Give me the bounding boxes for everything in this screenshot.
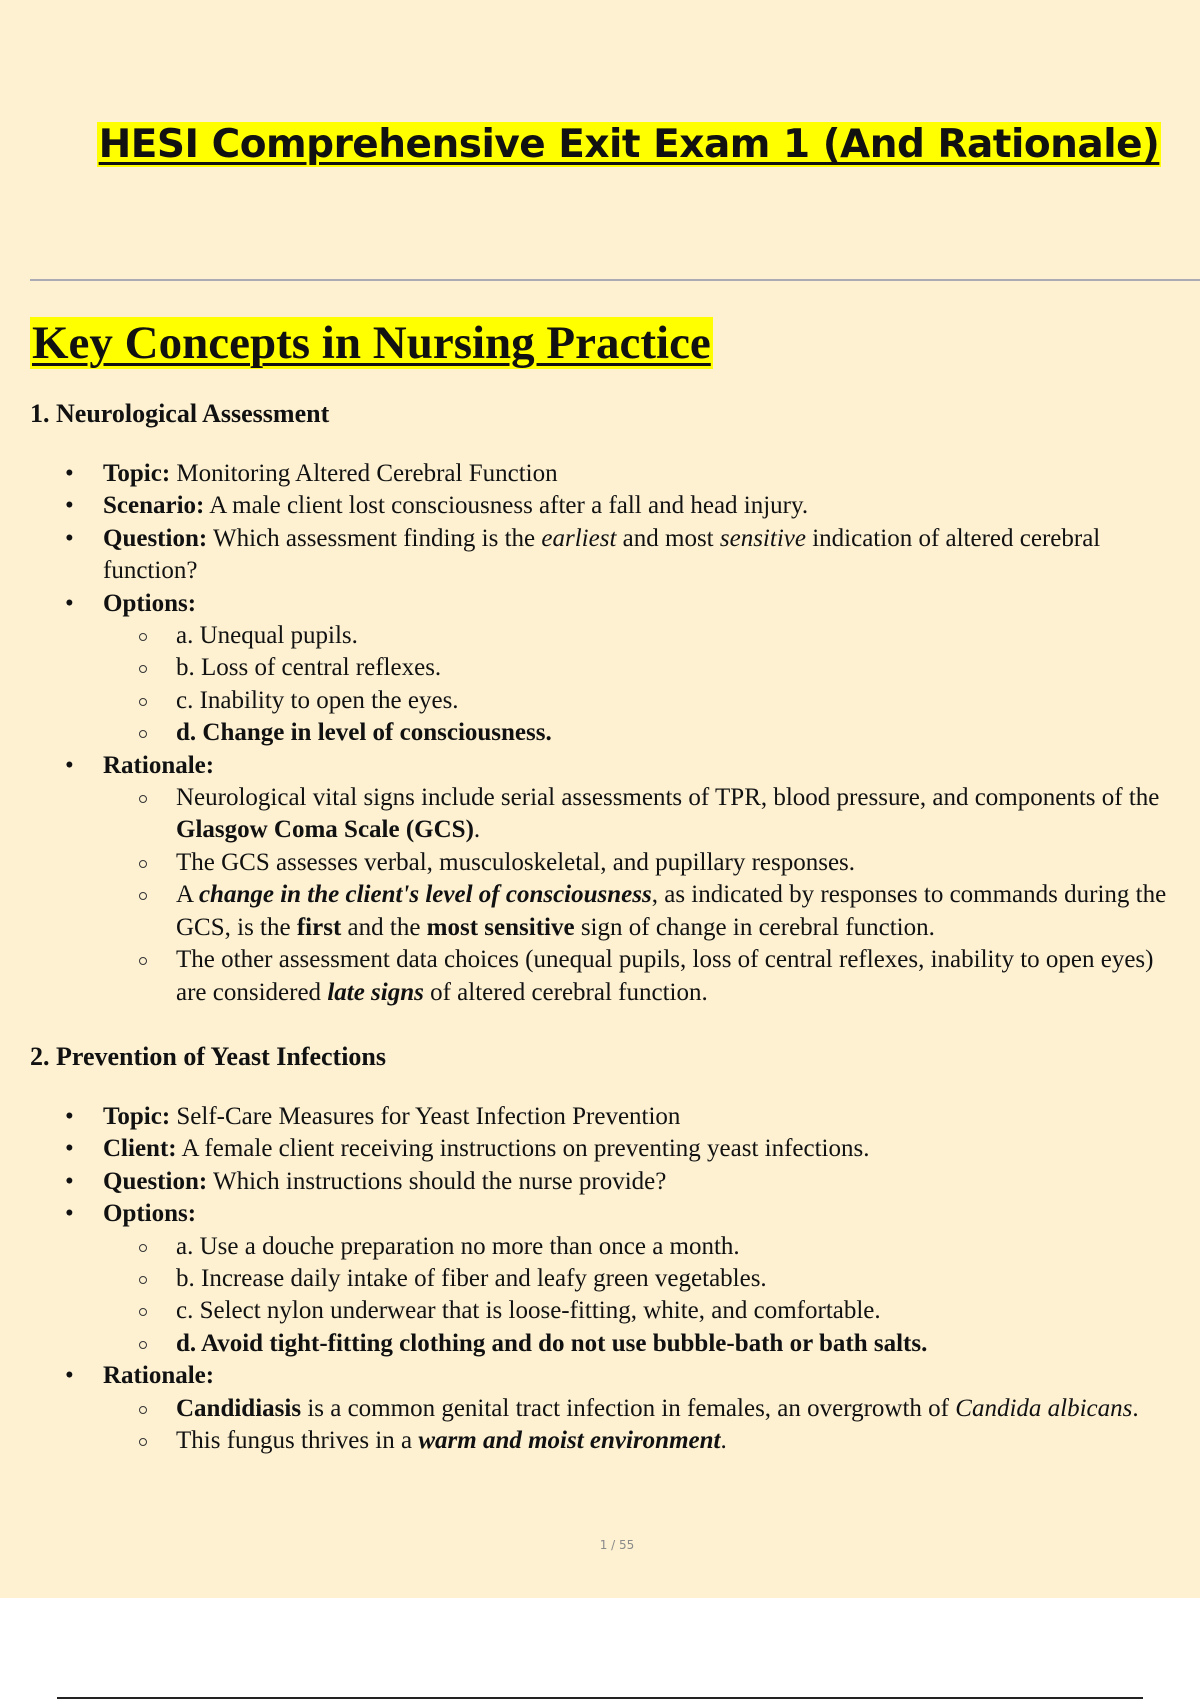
page-indicator: 1 / 55 xyxy=(599,1538,635,1552)
rationale-list xyxy=(103,782,1180,1009)
rationale-point: A change in the client's level of consciousness, as indicated by responses to commands during the GCS, is the first and the most sensitive sign of change in cerebral function. xyxy=(30,879,1180,944)
options-item: • Options: a. Unequal pupils. b. Loss of central reflexes. c. Inability to open the eyes. d. Change in level of consciousness. xyxy=(30,588,1180,750)
rationale-point: Candidiasis is a common genital tract infection in females, an overgrowth of Candida albicans. xyxy=(30,1393,1180,1425)
document-title: HESI Comprehensive Exit Exam 1 (And Rationale) xyxy=(98,122,1160,167)
options-list xyxy=(103,1231,1180,1361)
options-list xyxy=(103,620,1180,750)
circle-bullet-icon xyxy=(139,892,147,900)
bullet-icon: • xyxy=(65,524,74,552)
bullet-icon: • xyxy=(65,492,74,520)
list-item: • Question: Which instructions should the nurse provide? xyxy=(30,1166,1180,1198)
section-heading: Key Concepts in Nursing Practice xyxy=(32,317,711,369)
circle-bullet-icon xyxy=(139,698,147,706)
circle-bullet-icon xyxy=(139,957,147,965)
option-item: c. Inability to open the eyes. xyxy=(30,685,1180,717)
circle-bullet-icon xyxy=(139,795,147,803)
options-item: • Options: a. Use a douche preparation no more than once a month. b. Increase daily intake of fiber and leafy green vegetables. c. Select nylon underwear that is loose-fitting, white, and comfortable. d. Avoid tight-fitting clothing and do not use bubble-bath or bath salts. xyxy=(30,1198,1180,1360)
option-item: a. Unequal pupils. xyxy=(30,620,1180,652)
circle-bullet-icon xyxy=(139,1341,147,1349)
option-item: b. Loss of central reflexes. xyxy=(30,652,1180,684)
bullet-icon: • xyxy=(65,1362,74,1390)
list-item: • Question: Which assessment finding is the earliest and most sensitive indication of altered cerebral function? xyxy=(65,524,1101,585)
circle-bullet-icon xyxy=(139,1244,147,1252)
footer-rule xyxy=(57,1697,1143,1699)
circle-bullet-icon xyxy=(139,1438,147,1446)
rationale-point: This fungus thrives in a warm and moist environment. xyxy=(30,1425,1180,1457)
rationale-list xyxy=(103,1393,1180,1458)
circle-bullet-icon xyxy=(139,860,147,868)
bullet-icon: • xyxy=(65,1200,74,1228)
question-1-heading: 1. Neurological Assessment xyxy=(30,399,330,428)
option-item: b. Increase daily intake of fiber and leafy green vegetables. xyxy=(30,1263,1180,1295)
list-item: • Topic: Monitoring Altered Cerebral Function xyxy=(30,458,1180,490)
bullet-icon: • xyxy=(65,1167,74,1195)
rationale-point: The GCS assesses verbal, musculoskeletal, and pupillary responses. xyxy=(30,847,1180,879)
circle-bullet-icon xyxy=(139,730,147,738)
bullet-icon: • xyxy=(65,460,74,487)
option-item: a. Use a douche preparation no more than once a month. xyxy=(30,1231,1180,1263)
question-1-list xyxy=(30,458,1180,1009)
rationale-point: Neurological vital signs include serial assessments of TPR, blood pressure, and components of the Glasgow Coma Scale (GCS). xyxy=(30,782,1180,847)
circle-bullet-icon xyxy=(139,1406,147,1414)
list-item: • Topic: Self-Care Measures for Yeast Infection Prevention xyxy=(30,1101,1180,1133)
circle-bullet-icon xyxy=(139,633,147,641)
rationale-item: • Rationale: Candidiasis is a common genital tract infection in females, an overgrowth of Candida albicans. This fungus thrives in a warm and moist environment. xyxy=(30,1360,1180,1457)
list-item: • Scenario: A male client lost consciousness after a fall and head injury. xyxy=(30,490,1180,522)
bullet-icon: • xyxy=(65,1135,74,1163)
question-2-list xyxy=(30,1101,1180,1457)
circle-bullet-icon xyxy=(139,1308,147,1316)
circle-bullet-icon xyxy=(139,665,147,673)
option-item: c. Select nylon underwear that is loose-fitting, white, and comfortable. xyxy=(30,1295,1180,1327)
list-item: • Client: A female client receiving instructions on preventing yeast infections. xyxy=(30,1133,1180,1165)
horizontal-rule xyxy=(30,279,1200,281)
rationale-point: The other assessment data choices (unequal pupils, loss of central reflexes, inability to open eyes) are considered late signs of altered cerebral function. xyxy=(30,944,1180,1009)
bullet-icon: • xyxy=(65,751,74,779)
bullet-icon: • xyxy=(65,589,74,617)
rationale-item: • Rationale: Neurological vital signs include serial assessments of TPR, blood pressure, and components of the Glasgow Coma Scale (GCS). The GCS assesses verbal, musculoskeletal, and pupillary responses. A change in the client's level of consciousness, as indicated by responses to commands during the GCS, is the first and the most sensitive sign of change in cerebral function. The other assessment data choices (unequal pupils, loss of central reflexes, inability to open eyes) are considered late signs of altered cerebral function. xyxy=(30,750,1180,1009)
correct-answer: d. Avoid tight-fitting clothing and do not use bubble-bath or bath salts. xyxy=(30,1328,1180,1360)
circle-bullet-icon xyxy=(139,1276,147,1284)
content-body xyxy=(30,398,1180,1457)
correct-answer: d. Change in level of consciousness. xyxy=(30,717,1180,749)
question-2-heading: 2. Prevention of Yeast Infections xyxy=(30,1041,387,1071)
bullet-icon: • xyxy=(65,1102,74,1130)
